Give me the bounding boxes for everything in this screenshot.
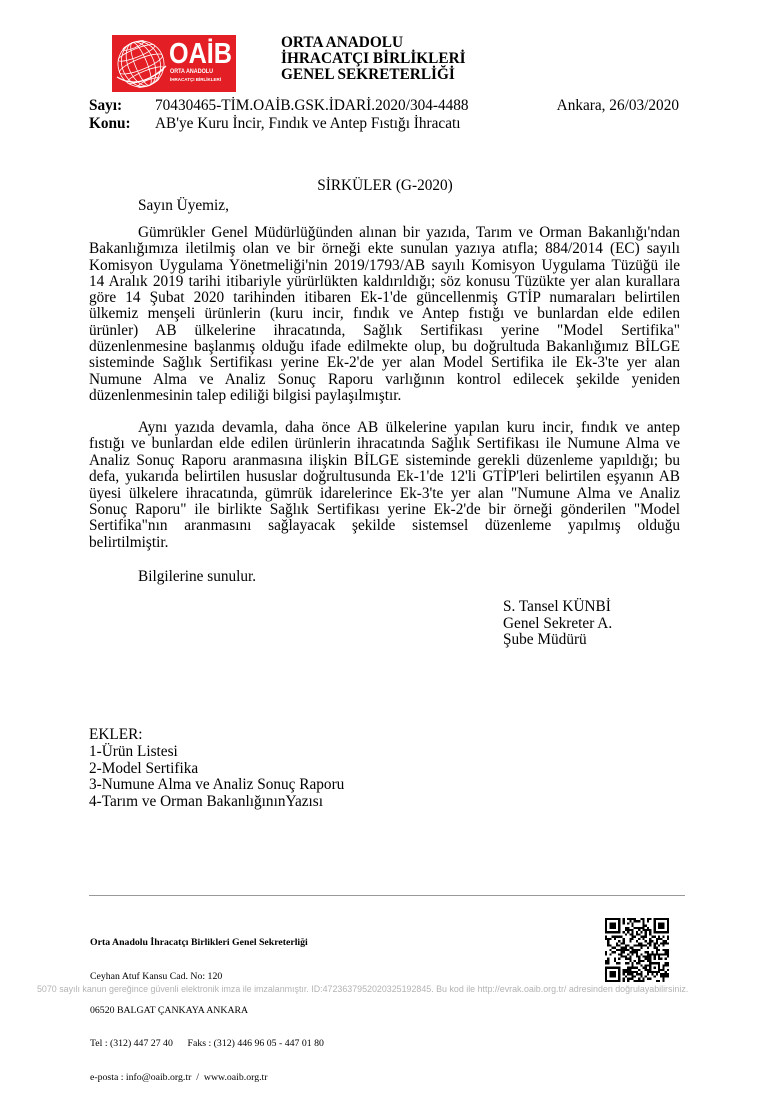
- paragraph-line: göre 14 Şubat 2020 tarihinden itibaren Ek-1'de güncellenmiş GTİP numaraları belirtilen: [89, 289, 680, 307]
- place-date: Ankara, 26/03/2020: [556, 97, 679, 114]
- paragraph-line: düzenlenmesinin talep ediliği bilgisi paylaşılmıştır.: [89, 386, 402, 404]
- footer-contact: [90, 915, 324, 1094]
- subject: AB'ye Kuru İncir, Fındık ve Antep Fıstığı İhracatı: [155, 115, 461, 132]
- body-paragraph-2: [89, 420, 680, 551]
- signatory-title: Genel Sekreter A.: [503, 614, 613, 632]
- subject-row: [89, 115, 469, 133]
- paragraph-line: Sertifika"nın aranmasını sağlayacak şekilde sistemsel düzenleme yapılmış olduğu: [89, 517, 680, 535]
- paragraph-line: Sonuç Raporu" ile birlikte Sağlık Sertifikası yerine Ek-2'de bir örneği gönderilen "Model: [89, 501, 680, 519]
- letterhead-line: İHRACATÇI BİRLİKLERİ: [281, 50, 466, 67]
- signatory-role: Şube Müdürü: [503, 631, 587, 649]
- signatory-name: S. Tansel KÜNBİ: [503, 598, 611, 615]
- footer-divider: [89, 895, 685, 896]
- paragraph-line: Gümrükler Genel Müdürlüğünden alınan bir yazıda, Tarım ve Orman Bakanlığı'ndan: [138, 224, 680, 241]
- paragraph-line: Analiz Sonuç Raporu aranmasına ilişkin BİLGE sisteminde gerekli düzenleme yapıldığı; bu: [89, 451, 680, 469]
- paragraph-line: fıstığı ve bunlardan elde edilen ürünlerin ihracatında Sağlık Sertifikası ile Numune Alma ve: [89, 435, 680, 453]
- e-signature-notice: 5070 sayılı kanun gereğince güvenli elektronik imza ile imzalanmıştır. ID:4723637952020325192845. Bu kod ile http://evrak.oaib.org.tr/ adresinden doğrulayabilirsiniz.: [37, 984, 689, 994]
- paragraph-line: Komisyon Uygulama Yönetmeliği'nin 2019/1793/AB sayılı Komisyon Uygulama Tüzüğü ile: [89, 256, 680, 274]
- paragraph-line: defa, yukarıda belirtilen hususlar doğrultusunda Ek-1'de 12'li GTİP'leri belirtilen eşyanın AB: [89, 468, 680, 486]
- paragraph-line: Bakanlığımıza iletilmiş olan ve bir örneği ekte sunulan yazıya atıfla; 884/2014 (EC) sayılı: [89, 240, 680, 258]
- closing-line: Bilgilerine sunulur.: [138, 568, 257, 585]
- reference-number: 70430465-TİM.OAİB.GSK.İDARİ.2020/304-4488: [155, 97, 469, 114]
- qr-code-modules: [605, 918, 669, 982]
- signature-block: [503, 599, 612, 649]
- footer-organization: Orta Anadolu İhracatçı Birlikleri Genel Sekreterliği: [90, 937, 308, 949]
- footer-address-line: 06520 BALGAT ÇANKAYA ANKARA: [90, 1004, 249, 1016]
- footer-phone-fax: Tel : (312) 447 27 40 Faks : (312) 446 96 05 - 447 01 80: [90, 1038, 324, 1050]
- letterhead-line: GENEL SEKRETERLİĞİ: [281, 66, 455, 83]
- paragraph-line: sisteminde Sağlık Sertifikası yerine Ek-2'de yer alan Model Sertifika ile Ek-3'te yer alan: [89, 354, 680, 372]
- reference-block: [89, 97, 469, 133]
- body-paragraph-1: [89, 225, 680, 404]
- subject-label: Konu:: [89, 115, 131, 132]
- footer-address-line: Ceyhan Atuf Kansu Cad. No: 120: [90, 971, 223, 983]
- paragraph-line: belirtilmiştir.: [89, 533, 169, 551]
- paragraph-line: düzenlenmesine başlanmış olduğu ifade edilmekte olup, bu doğrultuda Bakanlığımız BİLGE: [89, 338, 680, 356]
- logo-line-1: ORTA ANADOLU: [170, 68, 214, 75]
- paragraph-line: ürünler) AB ülkelerine ihracatında, Sağlık Sertifikası yerine "Model Sertifika": [89, 321, 680, 339]
- oaib-logo: [112, 35, 236, 92]
- attachments-list: [89, 727, 344, 811]
- reference-number-row: [89, 97, 469, 115]
- reference-number-label: Sayı:: [89, 97, 123, 114]
- paragraph-line: ülkemiz menşeli ürünlerin (kuru incir, fındık ve Antep fıstığı ve bunlardan elde edilen: [89, 305, 680, 323]
- logo-line-2: İHRACATÇI BİRLİKLERİ: [170, 77, 222, 82]
- paragraph-line: Aynı yazıda devamla, daha önce AB ülkelerine yapılan kuru incir, fındık ve antep: [138, 419, 680, 436]
- attachment-item: 2-Model Sertifika: [89, 759, 199, 777]
- salutation: Sayın Üyemiz,: [138, 197, 229, 214]
- logo-abbreviation: OAİB: [169, 38, 232, 70]
- attachment-item: 4-Tarım ve Orman BakanlığınınYazısı: [89, 793, 324, 811]
- letterhead-line: ORTA ANADOLU: [281, 34, 403, 51]
- attachment-item: 1-Ürün Listesi: [89, 742, 178, 760]
- paragraph-line: Numune Alma ve Analiz Sonuç Raporu varlığının kontrol edilecek şekilde yeniden: [89, 370, 680, 388]
- paragraph-line: üyesi ülkelere ihracatında, gümrük idarelerince Ek-3'te yer alan "Numune Alma ve Analiz: [89, 484, 680, 502]
- document-title: SİRKÜLER (G-2020): [317, 177, 453, 194]
- qr-code: [605, 918, 669, 982]
- letterhead: [281, 35, 466, 83]
- attachments-heading: EKLER:: [89, 726, 143, 743]
- attachment-item: 3-Numune Alma ve Analiz Sonuç Raporu: [89, 776, 345, 794]
- paragraph-line: 14 Aralık 2019 tarihi itibariyle yürürlükten kaldırıldığı; söz konusu Tüzükte yer alan kurallara: [89, 272, 680, 290]
- footer-email-web: e-posta : info@oaib.org.tr / www.oaib.org.tr: [90, 1071, 268, 1083]
